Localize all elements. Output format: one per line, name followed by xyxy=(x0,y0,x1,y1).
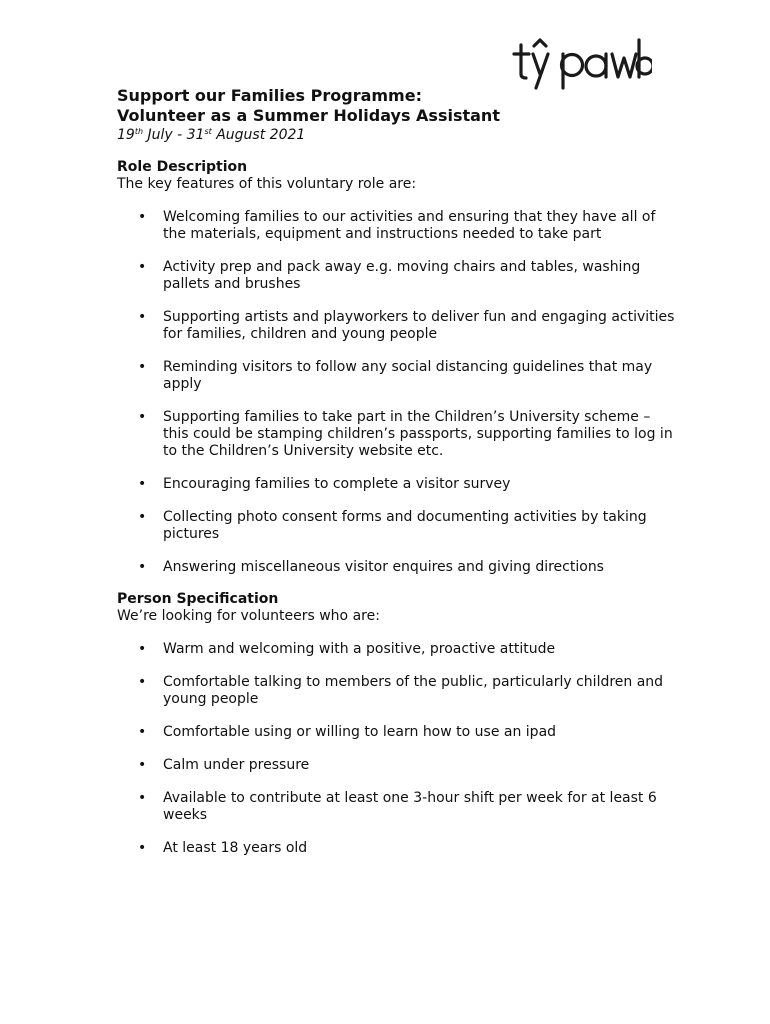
bullet-icon: • xyxy=(138,724,147,740)
bullet-icon: • xyxy=(138,209,147,225)
list-item-text: Warm and welcoming with a positive, proactive attitude xyxy=(163,641,556,657)
list-item xyxy=(117,790,677,824)
list-item xyxy=(117,409,677,460)
list-item-text: Supporting families to take part in the Children’s University scheme – this could be stamping children’s passports, supporting families to log in to the Children’s University website etc. xyxy=(163,409,673,459)
list-item-text: Available to contribute at least one 3-hour shift per week for at least 6 weeks xyxy=(163,790,657,823)
list-item-text: Calm under pressure xyxy=(163,757,310,773)
bullet-icon: • xyxy=(138,559,147,575)
person-specification-heading: Person Specification xyxy=(117,591,279,607)
list-item xyxy=(117,757,677,774)
bullet-icon: • xyxy=(138,359,147,375)
list-item-text: Answering miscellaneous visitor enquires and giving directions xyxy=(163,559,604,575)
list-item xyxy=(117,476,677,493)
person-list xyxy=(117,641,677,857)
date-range xyxy=(117,126,677,144)
bullet-icon: • xyxy=(138,790,147,806)
document-body xyxy=(117,86,677,857)
bullet-icon: • xyxy=(138,409,147,425)
list-item xyxy=(117,674,677,708)
title-line-1: Support our Families Programme: xyxy=(117,86,422,105)
list-item-text: Activity prep and pack away e.g. moving chairs and tables, washing pallets and brushes xyxy=(163,259,641,292)
list-item xyxy=(117,509,677,543)
bullet-icon: • xyxy=(138,641,147,657)
list-item xyxy=(117,724,677,741)
list-item-text: Supporting artists and playworkers to deliver fun and engaging activities for families, children and young people xyxy=(163,309,675,342)
ty-pawb-logo xyxy=(512,38,652,90)
list-item xyxy=(117,840,677,857)
person-intro: We’re looking for volunteers who are: xyxy=(117,608,380,624)
list-item-text: Comfortable using or willing to learn how to use an ipad xyxy=(163,724,557,740)
list-item-text: Collecting photo consent forms and documenting activities by taking pictures xyxy=(163,509,647,542)
date-sup1: th xyxy=(134,127,144,136)
list-item xyxy=(117,359,677,393)
role-description-heading: Role Description xyxy=(117,159,248,175)
role-intro: The key features of this voluntary role are: xyxy=(117,176,417,192)
list-item-text: Comfortable talking to members of the public, particularly children and young people xyxy=(163,674,664,707)
list-item-text: Encouraging families to complete a visitor survey xyxy=(163,476,511,492)
bullet-icon: • xyxy=(138,476,147,492)
list-item xyxy=(117,641,677,658)
bullet-icon: • xyxy=(138,509,147,525)
list-item xyxy=(117,309,677,343)
date-mid: July - 31 xyxy=(143,127,205,143)
date-sup2: st xyxy=(204,127,212,136)
bullet-icon: • xyxy=(138,259,147,275)
title-line-2: Volunteer as a Summer Holidays Assistant xyxy=(117,106,500,125)
list-item xyxy=(117,259,677,293)
list-item xyxy=(117,559,677,576)
list-item-text: Welcoming families to our activities and ensuring that they have all of the materials, equipment and instructions needed to take part xyxy=(163,209,656,242)
bullet-icon: • xyxy=(138,674,147,690)
list-item-text: Reminding visitors to follow any social distancing guidelines that may apply xyxy=(163,359,653,392)
role-list xyxy=(117,209,677,576)
date-day1: 19 xyxy=(117,127,135,143)
bullet-icon: • xyxy=(138,309,147,325)
list-item-text: At least 18 years old xyxy=(163,840,308,856)
bullet-icon: • xyxy=(138,840,147,856)
bullet-icon: • xyxy=(138,757,147,773)
list-item xyxy=(117,209,677,243)
date-end: August 2021 xyxy=(211,127,306,143)
